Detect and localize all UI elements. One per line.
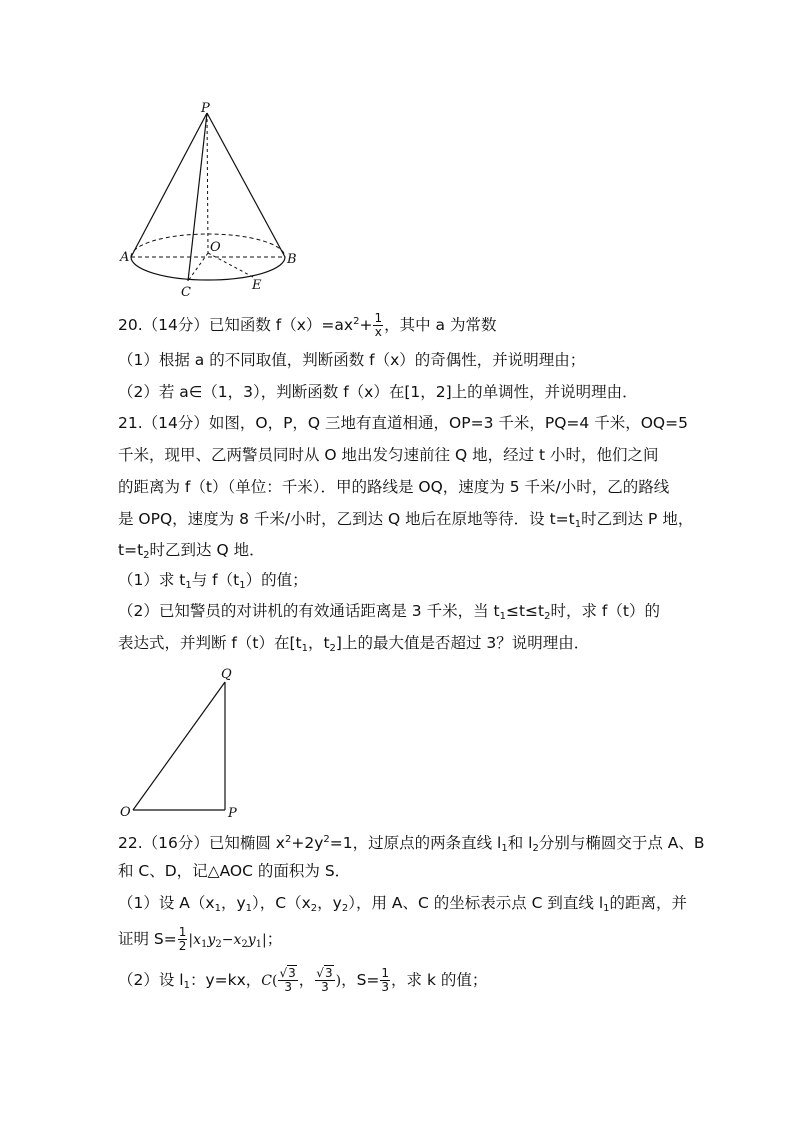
q21-p2-sub1: 1	[499, 611, 506, 622]
q22-p1-end: ；	[266, 930, 283, 948]
sub-2a: 2	[215, 939, 222, 950]
q22-p1-c: ），C（x	[252, 894, 311, 912]
q20-frac-num: 1	[374, 311, 383, 325]
q22-p2-frac1	[278, 967, 297, 994]
q22-p2-b: ：y=kx，	[189, 971, 262, 989]
q21-p2l2-b: ，t	[307, 634, 330, 652]
minus-sign: −	[221, 932, 234, 948]
coord-comma: ，	[298, 971, 315, 989]
q21-part2-line2	[118, 632, 589, 660]
q21-p2-c: 时，求 f（t）的	[550, 602, 660, 620]
q22-l1-sub2: 2	[532, 843, 539, 854]
cone-edge-pa	[131, 113, 207, 257]
q21-p1-a: （1）求 t	[118, 571, 186, 589]
abs-open: |	[188, 932, 194, 948]
q22-l1-sub1: 1	[501, 843, 508, 854]
paren-open: (	[272, 973, 278, 989]
var-x1: x	[193, 932, 202, 948]
q22-p1-frac-num: 1	[178, 925, 187, 939]
cone-edge-pc	[188, 113, 207, 281]
label-a: A	[120, 250, 130, 265]
q21-p2l2-sub2: 2	[329, 643, 336, 654]
frac3-den: 3	[381, 980, 390, 994]
q22-part2	[118, 967, 487, 997]
label-o: O	[210, 240, 221, 255]
q21-l5-a: t=t	[118, 541, 144, 559]
frac3-num: 1	[381, 966, 390, 980]
q22-p1-b: ，y	[220, 894, 246, 912]
q20-part1: （1）根据 a 的不同取值，判断函数 f（x）的奇偶性，并说明理由；	[118, 351, 586, 369]
label-e: E	[252, 278, 262, 293]
q21-l5-b: 时乙到达 Q 地．	[149, 541, 265, 559]
q22-p1-d: ，y	[317, 894, 342, 912]
q22-p1-fraction	[178, 926, 188, 953]
abs-close: |	[262, 932, 267, 948]
q22-p1-sub3: 2	[310, 903, 318, 914]
cone-figure	[115, 100, 305, 300]
q21-l5-sub: 2	[143, 550, 150, 561]
q21-p2-sub2: 2	[544, 611, 551, 622]
var-x2: x	[233, 932, 242, 948]
q21-l4-end: 时乙到达 P 地，	[581, 510, 694, 528]
q20-prefix: 20.（14分）已知函数 f（x）=ax	[118, 316, 354, 334]
q21-line4	[118, 508, 693, 536]
q22-l1-c: =1，过原点的两条直线 l	[329, 834, 502, 852]
q21-line2: 千米，现甲、乙两警员同时从 O 地出发匀速前往 Q 地，经过 t 小时，他们之间	[118, 446, 659, 464]
q22-l1-b: +2y	[291, 834, 324, 852]
frac1-radicand: 3	[288, 966, 296, 980]
q22-p1-sub2: 1	[245, 903, 253, 914]
label-c: C	[181, 285, 191, 300]
cone-axis-po	[207, 113, 208, 253]
frac1-den: 3	[284, 980, 292, 994]
cone-edge-pb	[207, 113, 285, 257]
frac2-radicand: 3	[324, 966, 333, 980]
paren-close: )	[335, 973, 342, 989]
frac1-num: √3	[279, 966, 296, 980]
frac2-num: √3	[316, 966, 333, 980]
sub-2b: 2	[241, 939, 248, 950]
q22-p2-frac2	[315, 967, 334, 994]
point-c-label: C	[261, 973, 273, 989]
label-p: P	[201, 101, 210, 116]
var-y1: y	[247, 932, 256, 948]
q22-p1-f: 的距离，并	[609, 894, 688, 912]
q22-line1	[118, 829, 705, 860]
q21-p2l2-c: ]上的最大值是否超过 3？说明理由．	[335, 634, 590, 652]
q22-p1-abs-expr	[188, 932, 266, 948]
q22-l1-a: 22.（16分）已知椭圆 x	[118, 834, 285, 852]
q21-l4-text: 是 OPQ，速度为 8 千米/小时，乙到达 Q 地后在原地等待．设 t=t	[118, 510, 575, 528]
q21-line3: 的距离为 f（t）（单位：千米）．甲的路线是 OQ，速度为 5 千米/小时，乙的路线	[118, 478, 670, 496]
q20-plus: +	[359, 316, 373, 334]
q20-frac-den: x	[374, 325, 382, 339]
q22-p1-sub4: 2	[341, 903, 349, 914]
q22-l1-e: 分别与椭圆交于点 A、B	[538, 834, 705, 852]
q21-p2-a: （2）已知警员的对讲机的有效通话距离是 3 千米，当 t	[118, 602, 500, 620]
q22-p1l2-a: 证明 S=	[118, 930, 177, 948]
q22-p1-frac-den: 2	[178, 939, 187, 953]
sub-1a: 1	[201, 939, 208, 950]
q20-stem	[118, 311, 496, 339]
q21-p1-sub2: 1	[239, 580, 246, 591]
q22-l1-sup1: 2	[284, 834, 292, 845]
q21-p2l2-sub1: 1	[301, 643, 308, 654]
q22-p1-sub5: 1	[603, 903, 610, 914]
q20-part2: （2）若 a∈（1，3），判断函数 f（x）在[1，2]上的单调性，并说明理由．	[118, 383, 638, 401]
q22-p1-sub1: 1	[214, 903, 221, 914]
q20-sup: 2	[353, 316, 360, 327]
q21-part2	[118, 600, 660, 628]
q22-part1	[118, 892, 687, 920]
cone-base-front	[131, 257, 285, 280]
label-q: Q	[221, 667, 232, 682]
q22-p2-c: ，S=	[341, 971, 380, 989]
q22-l1-sup2: 2	[323, 834, 330, 845]
q21-p2l2-a: 表达式，并判断 f（t）在[t	[118, 634, 302, 652]
q21-line1: 21.（14分）如图，O，P，Q 三地有直道相通，OP=3 千米，PQ=4 千米，OQ=5	[118, 414, 688, 432]
var-y2: y	[207, 932, 216, 948]
q22-p2-sub1: 1	[183, 980, 190, 991]
q22-p2-frac3	[380, 967, 390, 994]
q21-part1	[118, 569, 308, 597]
q21-p1-c: ）的值；	[245, 571, 308, 589]
q22-p2-d: ，求 k 的值；	[391, 971, 488, 989]
q20-suffix: ，其中 a 为常数	[384, 316, 497, 334]
q21-l4-sub: 1	[574, 519, 582, 530]
label-p2: P	[228, 806, 237, 820]
q21-line5	[118, 539, 265, 567]
q21-p2-b: ≤t≤t	[505, 602, 545, 620]
q22-line2: 和 C、D，记△AOC 的面积为 S．	[118, 862, 351, 880]
triangle-side-oq	[133, 682, 225, 810]
q22-part1-line2	[118, 926, 282, 956]
q20-fraction	[373, 312, 383, 339]
q22-p1-e: ），用 A、C 的坐标表示点 C 到直线 l	[348, 894, 604, 912]
triangle-figure	[115, 660, 255, 820]
label-o2: O	[120, 805, 131, 820]
q22-p1-a: （1）设 A（x	[118, 894, 215, 912]
q21-p1-sub1: 1	[185, 580, 192, 591]
label-b: B	[287, 252, 297, 267]
q22-l1-d: 和 l	[507, 834, 533, 852]
sub-1b: 1	[255, 939, 263, 950]
q21-p1-b: 与 f（t	[191, 571, 240, 589]
q22-p2-a: （2）设 l	[118, 971, 184, 989]
frac2-den: 3	[321, 980, 329, 994]
